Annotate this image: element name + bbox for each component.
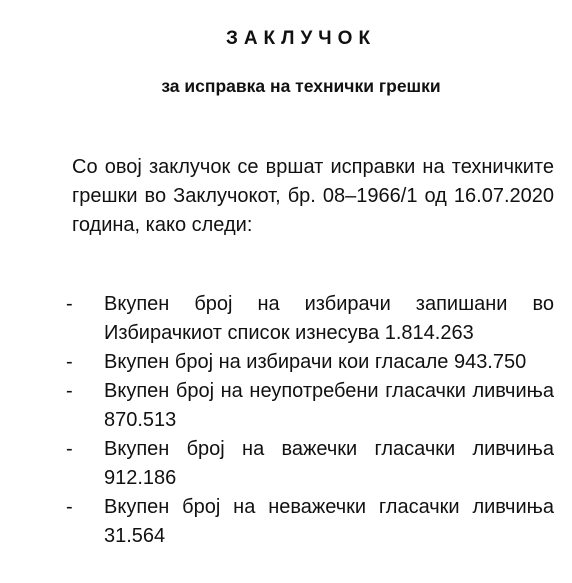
intro-paragraph: Со овој заклучок се вршат исправки на техничките грешки во Заклучокот, бр. 08–1966/1 од 16.07.2020 година, како следи:	[72, 156, 554, 236]
list-item-text: Вкупен број на избирачи кои гласале 943.750	[104, 351, 527, 373]
bullet-dash: -	[66, 293, 73, 315]
bullet-dash: -	[66, 438, 73, 460]
list-item	[0, 493, 572, 551]
list-item-text: Вкупен број на избирачи запишани во Избирачкиот список изнесува 1.814.263	[104, 293, 554, 344]
list-item-text: Вкупен број на неупотребени гласачки ливчиња 870.513	[104, 380, 554, 431]
list-item	[0, 348, 572, 377]
bullet-dash: -	[66, 380, 73, 402]
bullet-dash: -	[66, 496, 73, 518]
list-item-text: Вкупен број на важечки гласачки ливчиња 912.186	[104, 438, 554, 489]
list-item	[0, 435, 572, 493]
document-subtitle: за исправка на технички грешки	[161, 76, 441, 96]
list-item	[0, 290, 572, 348]
list-item-text: Вкупен број на неважечки гласачки ливчиња 31.564	[104, 496, 554, 547]
document-title: ЗАКЛУЧОК	[225, 28, 377, 49]
bullet-dash: -	[66, 351, 73, 373]
list-item	[0, 377, 572, 435]
bullet-list	[0, 290, 572, 551]
